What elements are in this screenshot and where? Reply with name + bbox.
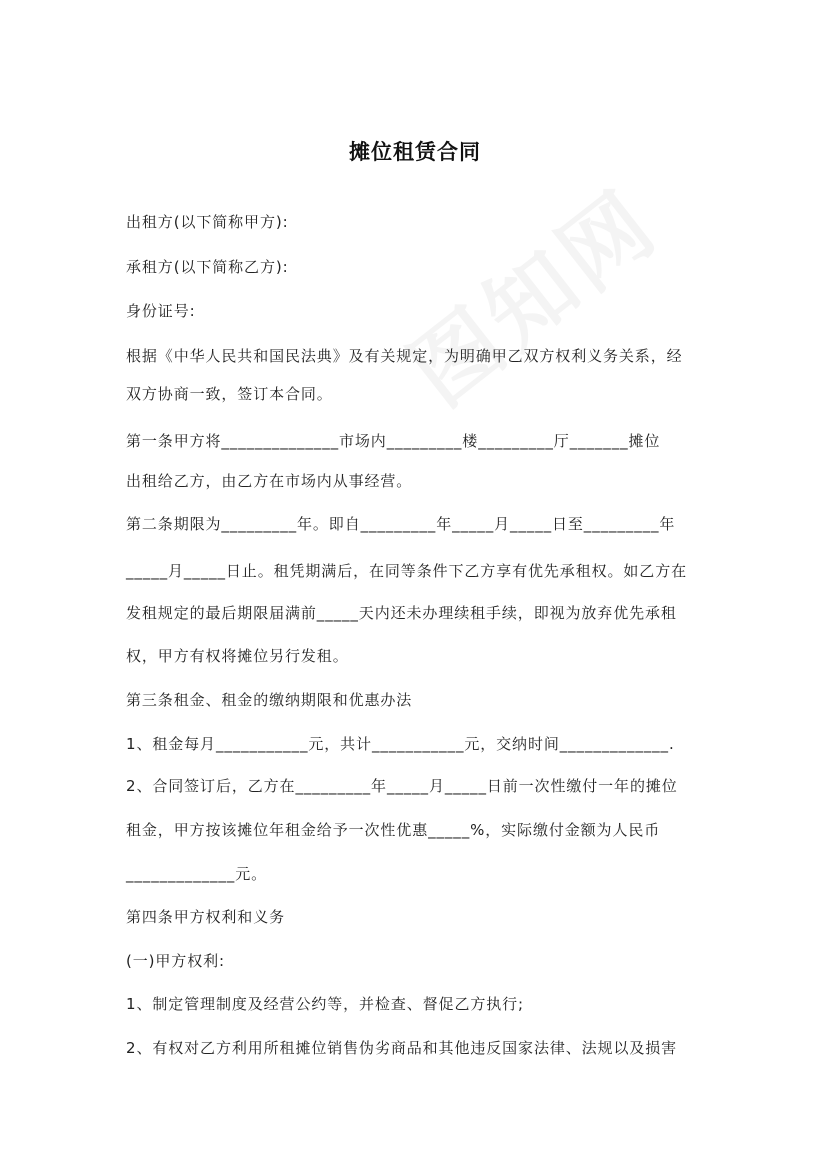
lessor-rights-item-2: 2、有权对乙方利用所租摊位销售伪劣商品和其他违反国家法律、法规以及损害 — [126, 1039, 678, 1057]
article-3-item-2-line-1: 2、合同签订后，乙方在_________年_____月_____日前一次性缴付一年的摊位 — [126, 777, 678, 795]
lessee-line: 承租方(以下简称乙方): — [126, 258, 289, 276]
id-number-line: 身份证号: — [126, 302, 196, 320]
preamble-line-1: 根据《中华人民共和国民法典》及有关规定，为明确甲乙双方权利义务关系，经 — [126, 347, 683, 365]
article-1-line-2: 出租给乙方，由乙方在市场内从事经营。 — [126, 472, 413, 490]
lessor-line: 出租方(以下简称甲方): — [126, 213, 289, 231]
article-2-line-1: 第二条期限为_________年。即自_________年_____月_____日至_________年 — [126, 515, 676, 533]
lessor-rights-heading: (一)甲方权利: — [126, 952, 225, 970]
preamble-line-2: 双方协商一致，签订本合同。 — [126, 385, 333, 403]
article-4-heading: 第四条甲方权利和义务 — [126, 908, 286, 926]
article-3-item-2-line-3: _____________元。 — [126, 865, 268, 883]
article-3-item-1: 1、租金每月___________元，共计___________元，交纳时间_____________. — [126, 735, 675, 753]
article-2-line-2: _____月_____日止。租凭期满后，在同等条件下乙方享有优先承租权。如乙方在 — [126, 562, 688, 580]
article-3-heading: 第三条租金、租金的缴纳期限和优惠办法 — [126, 691, 413, 709]
article-1-line-1: 第一条甲方将______________市场内_________楼_________厅_______摊位 — [126, 432, 661, 450]
article-2-line-4: 权，甲方有权将摊位另行发租。 — [126, 647, 349, 665]
article-3-item-2-line-2: 租金，甲方按该摊位年租金给予一次性优惠_____%，实际缴付金额为人民币 — [126, 821, 661, 839]
document-title: 摊位租赁合同 — [349, 140, 481, 164]
lessor-rights-item-1: 1、制定管理制度及经营公约等，并检查、督促乙方执行; — [126, 995, 524, 1013]
article-2-line-3: 发租规定的最后期限届满前_____天内还未办理续租手续，即视为放弃优先承租 — [126, 604, 677, 622]
